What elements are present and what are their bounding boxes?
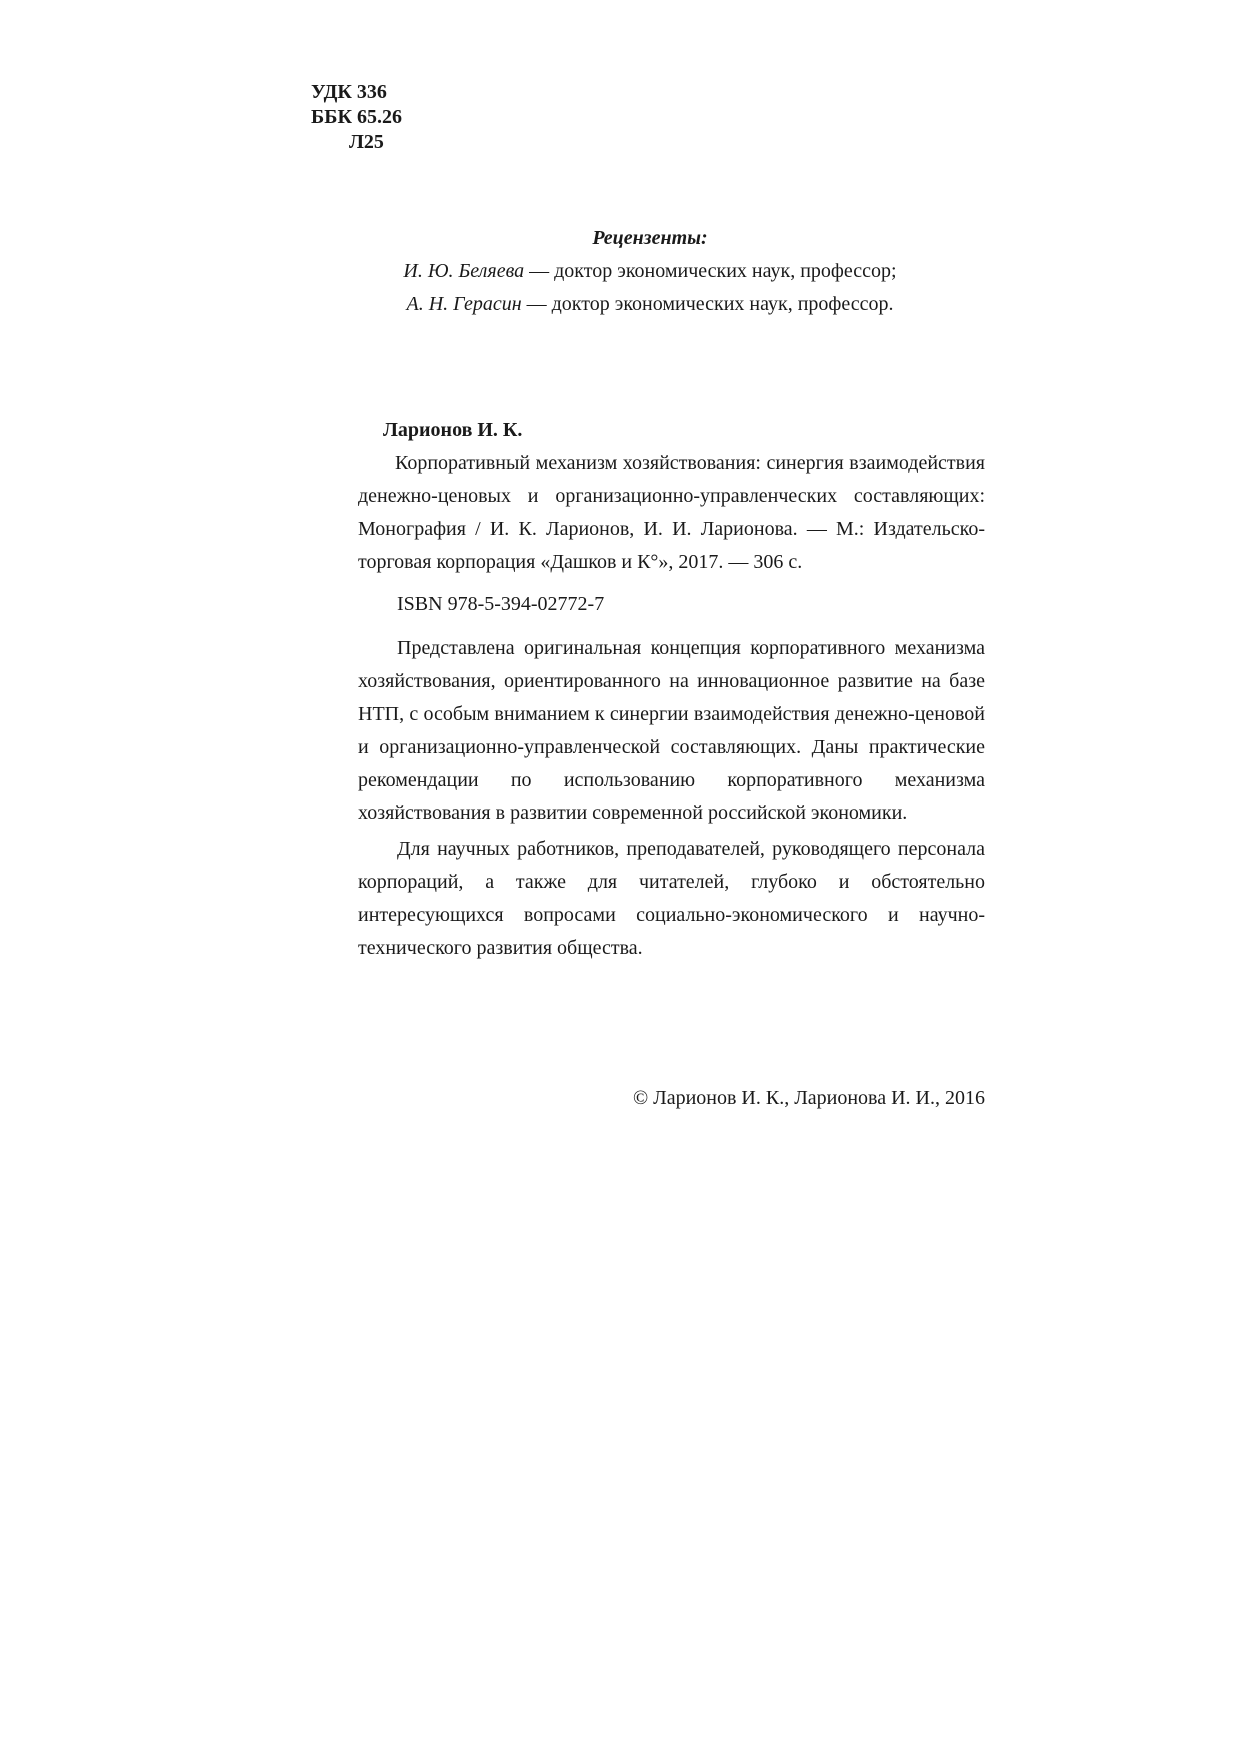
reviewer-desc: — доктор экономических наук, профессор; bbox=[524, 260, 897, 282]
isbn: ISBN 978-5-394-02772-7 bbox=[397, 593, 605, 615]
copyright-line: © Ларионов И. К., Ларионова И. И., 2016 bbox=[632, 1087, 985, 1109]
reviewer-row bbox=[340, 288, 960, 321]
reviewers-block bbox=[340, 222, 960, 321]
author-mark: Л25 bbox=[349, 131, 384, 153]
audience-paragraph: Для научных работников, преподавателей, руководящего персонала корпораций, а также для читателей, глубоко и обстоятельно интересующихся вопросами социально-экономического и научно-технического развития общества. bbox=[358, 838, 985, 959]
reviewer-name: А. Н. Герасин bbox=[406, 293, 522, 315]
library-card bbox=[358, 414, 985, 965]
annotation-paragraph: Представлена оригинальная концепция корпоративного механизма хозяйствования, ориентированного на инновационное развитие на базе НТП, с особым вниманием к синергии взаимодействия денежно-ценовой и организационно-управленческой составляющих. Даны практические рекомендации по использованию корпоративного механизма хозяйствования в развитии современной российской экономики. bbox=[358, 637, 985, 824]
bibliographic-description: Корпоративный механизм хозяйствования: синергия взаимодействия денежно-ценовых и организационно-управленческих составляющих: Монография / И. К. Ларионов, И. И. Ларионова. — М.: Издательско-торговая корпорация «Дашков и К°», 2017. — 306 с. bbox=[358, 452, 985, 573]
classification-block bbox=[311, 80, 402, 155]
reviewers-title: Рецензенты: bbox=[592, 227, 708, 249]
card-author: Ларионов И. К. bbox=[383, 419, 523, 441]
udk-code: УДК 336 bbox=[311, 81, 387, 103]
reviewer-desc: — доктор экономических наук, профессор. bbox=[521, 293, 894, 315]
reviewer-row bbox=[340, 255, 960, 288]
reviewer-name: И. Ю. Беляева bbox=[403, 260, 525, 282]
bbk-code: ББК 65.26 bbox=[311, 106, 402, 128]
